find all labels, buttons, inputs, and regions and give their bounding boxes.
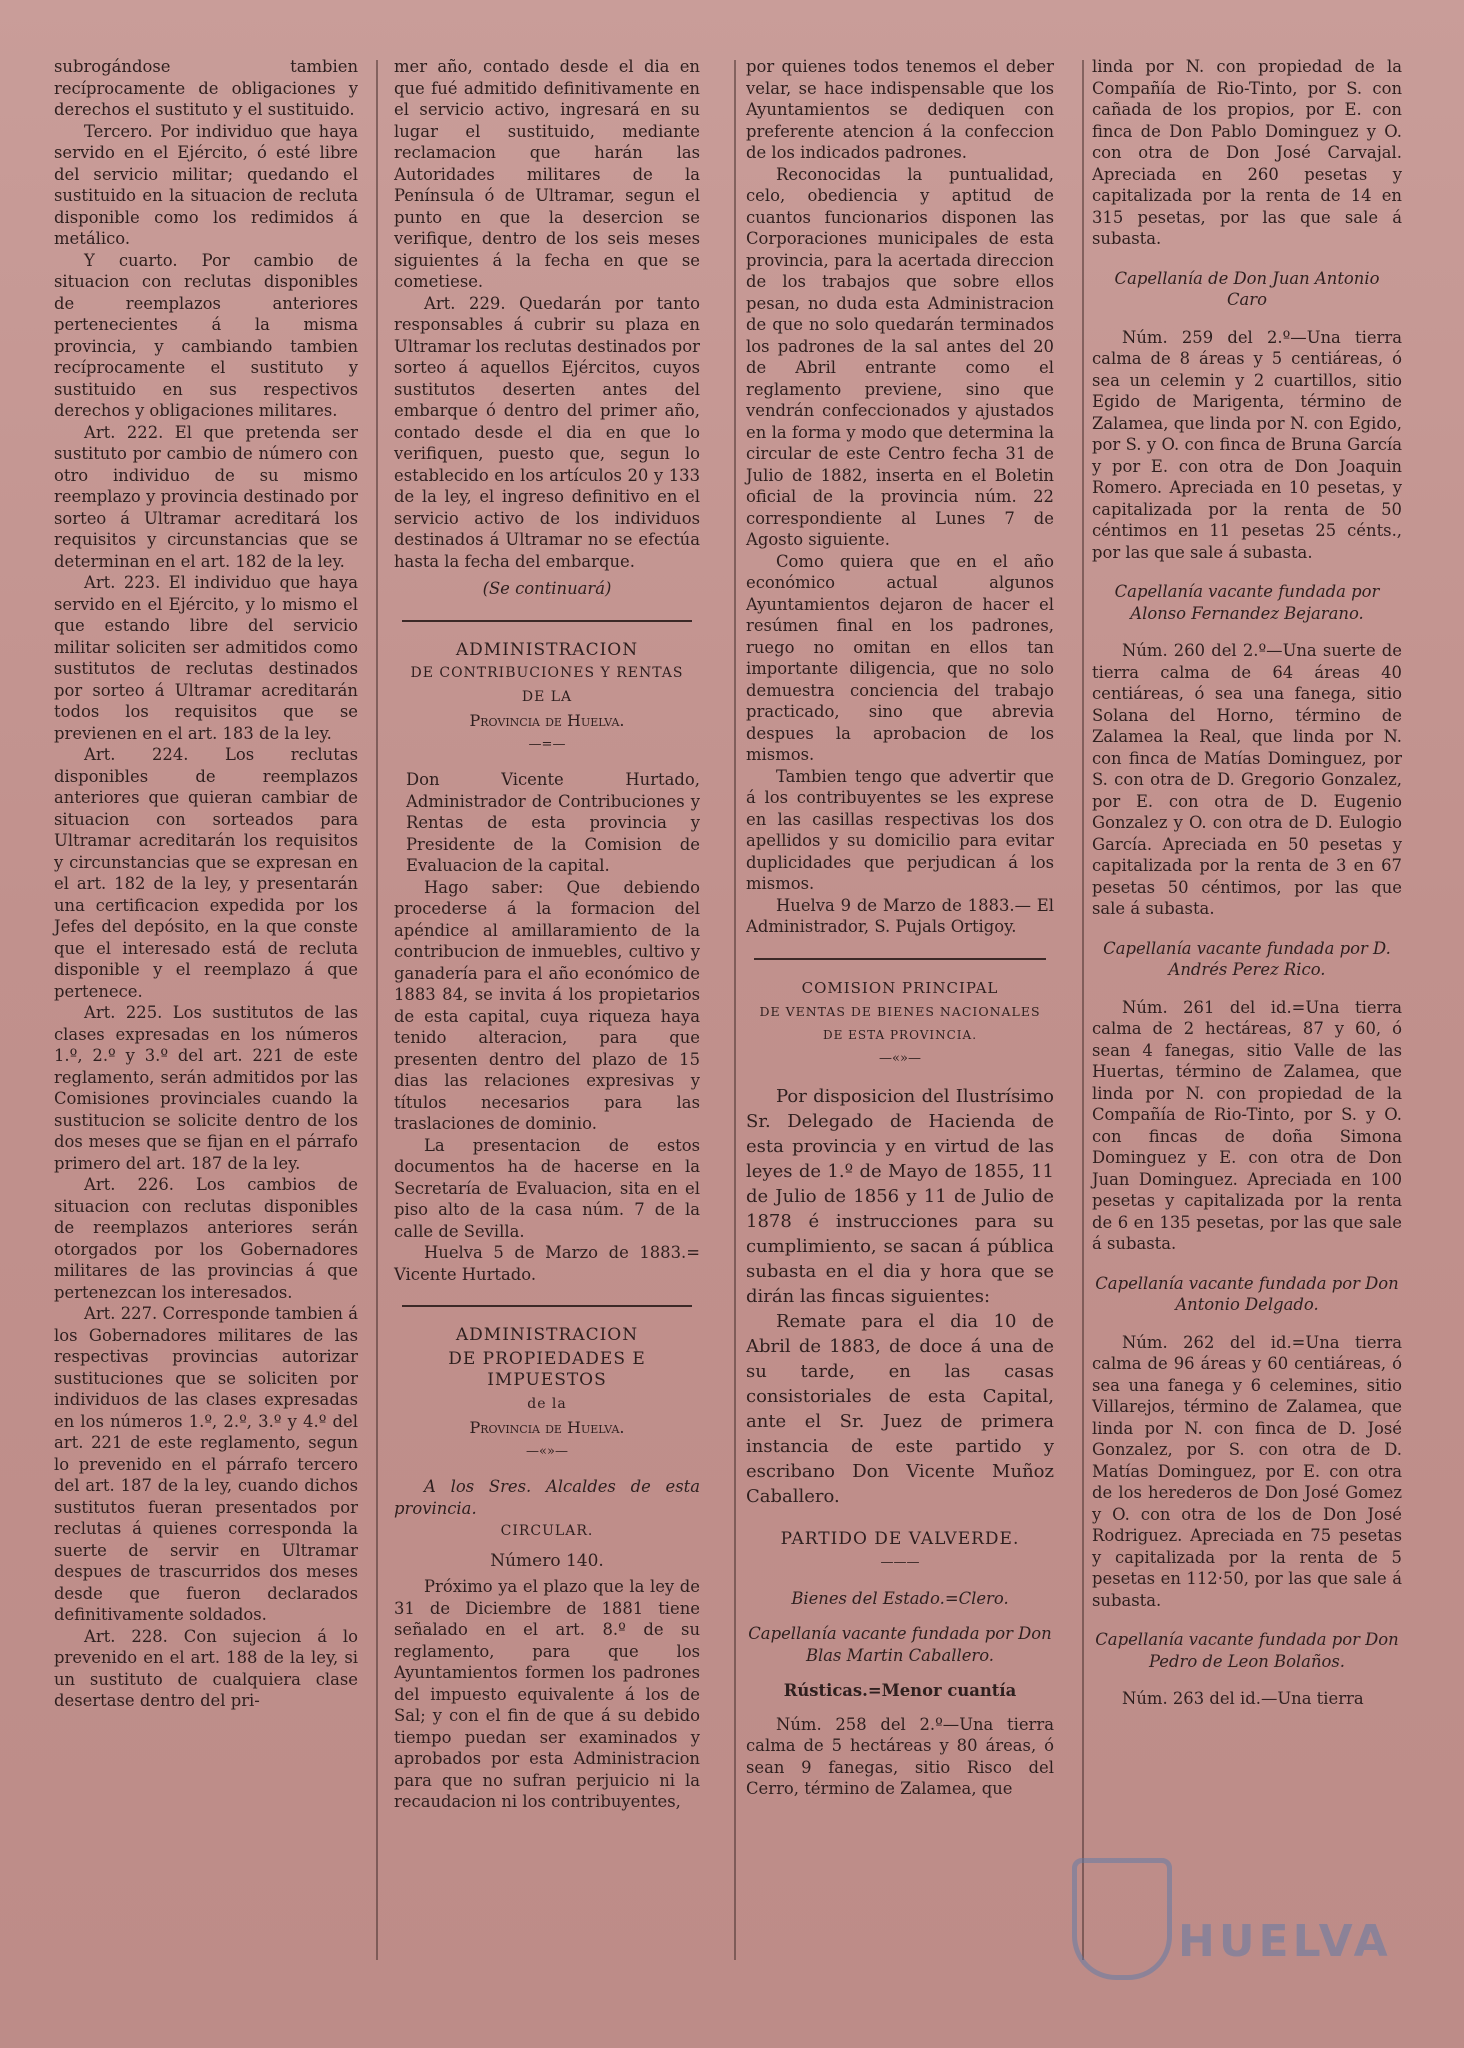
chaplaincy-heading: Capellanía vacante fundada por Don Antonio Delgado. <box>1095 1273 1399 1314</box>
archive-watermark <box>1066 1858 1426 1976</box>
section-heading: DE PROPIEDADES E IMPUESTOS <box>448 1348 646 1390</box>
paragraph: Tercero. Por individuo que haya servido en el Ejército, ó esté libre del servicio militar; quedando el sustituido en la situacion de recluta disponible como los redimidos á metálico. <box>54 121 358 248</box>
chaplaincy-heading: Capellanía de Don Juan Antonio Caro <box>1114 268 1380 309</box>
paragraph: Art. 226. Los cambios de situacion con reclutas disponibles de reemplazos anteriores serán otorgados por los Gobernadores militares de las provincias á que pertenezcan los interesados. <box>54 1175 358 1302</box>
section-subheading: DE CONTRIBUCIONES Y RENTAS <box>410 665 684 681</box>
ornament: —«»— <box>879 1051 921 1066</box>
property-entry: Núm. 258 del 2.º—Una tierra calma de 5 hectáreas y 80 áreas, ó sean 9 fanegas, sitio Risco del Cerro, término de Zalamea, que <box>746 1714 1054 1798</box>
column-1 <box>54 56 358 1712</box>
property-entry: Núm. 261 del id.=Una tierra calma de 2 hectáreas, 87 y 60, ó sean 4 fanegas, sitio Valle de las Huertas, término de Zalamea, que linda por N. con propiedad de la Compañía de Rio-Tinto, por S. y O. con fincas de doña Simona Dominguez y E. con otra de Don Juan Dominguez. Apreciada en 100 pesetas y capitalizada por la renta de 6 en 135 pesetas, por las que sale á subasta. <box>1092 997 1402 1253</box>
section-subheading: DE LA <box>521 688 573 705</box>
ornament: —«»— <box>526 1443 568 1459</box>
section-subheading: DE VENTAS DE BIENES NACIONALES <box>759 1004 1041 1019</box>
section-subheading: Provincia de Huelva. <box>469 1418 625 1437</box>
paragraph: Art. 228. Con sujecion á lo prevenido en el art. 188 de la ley, si un sustituto de cualquiera clase desertase dentro del pri- <box>54 1626 358 1710</box>
property-entry: Núm. 262 del id.=Una tierra calma de 96 áreas y 60 centiáreas, ó sea una fanega y 6 celemines, sitio Villarejos, término de Zalamea, que linda por N. con finca de D. José Gonzalez, por S. con otra de D. Matías Dominguez, por E. con otra de los herederos de Don José Gomez y O. con otra de los de Don José Rodriguez. Apreciada en 75 pesetas y capitalizada por la renta de 5 pesetas en 112·50, por las que sale á subasta. <box>1092 1332 1402 1610</box>
chaplaincy-heading: Capellanía vacante fundada por Don Pedro de Leon Bolaños. <box>1095 1630 1399 1671</box>
paragraph: Art. 222. El que pretenda ser sustituto por cambio de número con otro individuo de su mismo reemplazo y provincia destinado por sorteo á Ultramar acreditará los requisitos y circunstancias que se determinan en el art. 182 de la ley. <box>54 422 358 571</box>
chaplaincy-heading: Capellanía vacante fundada por Don Blas Martin Caballero. <box>748 1624 1052 1665</box>
category-heading: Rústicas.=Menor cuantía <box>783 1681 1017 1700</box>
ornament: —=— <box>528 736 566 752</box>
paragraph: Art. 227. Corresponde tambien á los Gobernadores militares de las respectivas provincias autorizar sustituciones que se soliciten por individuos de las clases expresadas en los números 1.º, 2.º, 3.º y 4.º del art. 221 de este reglamento, segun lo prevenido en el párrafo tercero del art. 187 de la ley, cuando dichos sustitutos fueran presentados por reclutas á quienes corresponda la suerte de servir en Ultramar despues de trascurridos dos meses desde que fueron declarados definitivamente soldados. <box>54 1304 358 1624</box>
category-heading: Bienes del Estado.=Clero. <box>791 1588 1009 1608</box>
column-4 <box>1092 56 1402 1710</box>
paragraph: mer año, contado desde el dia en que fué admitido definitivamente en el servicio activo, ingresará en su lugar el sustituido, mediante reclamacion que harán las Autoridades militares de la Península ó de Ultramar, segun el punto en que la desercion se verifique, dentro de los seis meses siguientes á la fecha en que se cometiese. <box>394 57 700 291</box>
section-heading: ADMINISTRACION <box>455 639 639 660</box>
property-entry: Núm. 260 del 2.º—Una suerte de tierra calma de 64 áreas 40 centiáreas, ó sea una fanega, sitio Solana del Horno, término de Zalamea la Real, que linda por N. con finca de Matías Dominguez, por S. con otra de D. Gregorio Gonzalez, por E. con otra de D. Eugenio Gonzalez y O. con otra de D. Eulogio García. Apreciada en 50 pesetas y capitalizada por la renta de 3 en 67 pesetas 50 céntimos, por las que sale á subasta. <box>1092 641 1402 918</box>
paragraph: Art. 229. Quedarán por tanto responsables á cubrir su plaza en Ultramar los reclutas destinados por sorteo á aquellos Ejércitos, cuyos sustitutos deserten antes del embarque ó dentro del primer año, contado desde el dia en que lo verifiquen, puesto que, segun lo establecido en los artículos 20 y 133 de la ley, el ingreso definitivo en el servicio activo de los individuos destinados á Ultramar no se efectúa hasta la fecha del embarque. <box>394 293 700 571</box>
column-rule <box>1082 60 1084 1960</box>
section-rule <box>402 1305 692 1307</box>
section-rule <box>402 620 692 622</box>
column-rule <box>734 60 736 1960</box>
chaplaincy-heading: Capellanía vacante fundada por D. Andrés Perez Rico. <box>1103 938 1391 979</box>
column-3 <box>746 56 1054 1800</box>
paragraph: Art. 224. Los reclutas disponibles de reemplazos anteriores que quieran cambiar de situacion con sorteados para Ultramar acreditarán los requisitos y circunstancias que se expresan en el art. 182 de la ley, y presentarán una certificacion expedida por los Jefes del depósito, en la que conste que el interesado está de recluta disponible y el reemplazo á que pertenece. <box>54 745 358 1001</box>
column-2 <box>394 56 700 1813</box>
property-entry: Núm. 259 del 2.º—Una tierra calma de 8 áreas y 5 centiáreas, ó sea un celemin y 2 cuartillos, sitio Egido de Marigenta, término de Zalamea, que linda por N. con Egido, por S. y O. con finca de Bruna García y por E. con otra de Don Joaquin Romero. Apreciada en 10 pesetas, y capitalizada por la renta de 50 céntimos en 11 pesetas 25 cénts., por las que sale á subasta. <box>1092 327 1402 562</box>
notice-intro: Don Vicente Hurtado, Administrador de Contribuciones y Rentas de esta provincia y Presidente de la Comision de Evaluacion de la capital. <box>406 770 700 875</box>
paragraph: Art. 223. El individuo que haya servido en el Ejército, y lo mismo el que estando libre del servicio militar soliciten ser admitidos como sustitutos de reclutas destinados por sorteo á Ultramar acreditarán todos los requisitos que se previenen en el art. 183 de la ley. <box>54 573 358 743</box>
paragraph: Tambien tengo que advertir que á los contribuyentes se les exprese en las casillas respectivas los dos apellidos y su domicilio para evitar duplicidades que perjudican á los mismos. <box>746 766 1054 893</box>
paragraph: Art. 225. Los sustitutos de las clases expresadas en los números 1.º, 2.º y 3.º del art. 221 de este reglamento, serán admitidos por las Comisiones provinciales cuando la sustitucion se solicite dentro de los dos meses que se fijan en el párrafo primero del art. 187 de la ley. <box>54 1003 358 1173</box>
continued-note: (Se continuará) <box>482 579 612 598</box>
section-heading: COMISION PRINCIPAL <box>801 978 999 997</box>
addressee: A los Sres. Alcaldes de esta provincia. <box>394 1477 700 1518</box>
circular-label: CIRCULAR. <box>500 1523 594 1539</box>
coat-of-arms-icon <box>1072 1858 1172 1980</box>
paragraph: subrogándose tambien recíprocamente de obligaciones y derechos el sustituto y el sustituido. <box>54 57 358 119</box>
paragraph: Como quiera que en el año económico actual algunos Ayuntamientos dejaron de hacer el resúmen final en los padrones, ruego no omitan en ellos tan importante diligencia, que no solo demuestra conciencia del trabajo practicado, sino que abrevia despues la aprobacion de los mismos. <box>746 551 1054 764</box>
section-heading: ADMINISTRACION <box>455 1325 639 1345</box>
section-subheading: DE ESTA PROVINCIA. <box>822 1027 978 1042</box>
paragraph: La presentacion de estos documentos ha de hacerse en la Secretaría de Evaluacion, sita en el piso alto de la casa núm. 7 de la calle de Sevilla. <box>394 1135 700 1241</box>
paragraph: Y cuarto. Por cambio de situacion con reclutas disponibles de reemplazos anteriores pertenecientes á la misma provincia, y cambiando tambien recíprocamente el sustituto y sustituido en sus respectivos derechos y obligaciones militares. <box>54 250 358 420</box>
section-rule <box>754 958 1046 960</box>
signature-line: Huelva 9 de Marzo de 1883.— El Administrador, S. Pujals Ortigoy. <box>746 895 1054 936</box>
paragraph: Por disposicion del Ilustrísimo Sr. Delegado de Hacienda de esta provincia y en virtud de las leyes de 1.º de Mayo de 1855, 11 de Julio de 1856 y 11 de Julio de 1878 é instrucciones para su cumplimiento, se sacan á pública subasta en el dia y hora que se dirán las fincas siguientes: <box>746 1085 1054 1307</box>
watermark-text: HUELVA <box>1178 1916 1392 1967</box>
paragraph: por quienes todos tenemos el deber velar, se hace indispensable que los Ayuntamientos se dediquen con preferente atencion á la confeccion de los indicados padrones. <box>746 57 1054 162</box>
column-rule <box>376 60 378 1960</box>
ornament: ——— <box>880 1555 920 1570</box>
paragraph: Reconocidas la puntualidad, celo, obediencia y aptitud de cuantos funcionarios disponen las Corporaciones municipales de esta provincia, para la acertada direccion de los trabajos que sobre ellos pesan, no duda esta Administracion de que no solo quedarán terminados los padrones de la sal antes del 20 de Abril entrante como el reglamento previene, sino que vendrán confeccionados y ajustados en la forma y modo que determina la circular de este Centro fecha 31 de Julio de 1882, inserta en el Boletin oficial de la provincia núm. 22 correspondiente al Lunes 7 de Agosto siguiente. <box>746 164 1054 549</box>
district-heading: PARTIDO DE VALVERDE. <box>780 1528 1020 1549</box>
signature-line: Huelva 5 de Marzo de 1883.= Vicente Hurtado. <box>394 1243 700 1284</box>
section-subheading: de la <box>527 1395 567 1412</box>
property-entry: Núm. 263 del id.—Una tierra <box>1122 1689 1364 1708</box>
property-entry: linda por N. con propiedad de la Compañía de Rio-Tinto, por S. con cañada de los propios, por E. con finca de Don Pablo Dominguez y O. con otra de Don José Carvajal. Apreciada en 260 pesetas y capitalizada por la renta de 14 en 315 pesetas, por las que sale á subasta. <box>1092 57 1402 248</box>
chaplaincy-heading: Capellanía vacante fundada por Alonso Fernandez Bejarano. <box>1114 582 1380 623</box>
paragraph: Hago saber: Que debiendo procederse á la formacion del apéndice al amillaramiento de la contribucion de inmuebles, cultivo y ganadería para el año económico de 1883 84, se invita á los propietarios de esta capital, cuya riqueza haya tenido alteracion, para que presenten dentro del plazo de 15 dias las relaciones expresivas y títulos necesarios para las traslaciones de dominio. <box>394 877 700 1133</box>
circular-number: Número 140. <box>490 1550 604 1571</box>
paragraph: Próximo ya el plazo que la ley de 31 de Diciembre de 1881 tiene señalado en el art. 8.º de su reglamento, para que los Ayuntamientos formen los padrones del impuesto equivalente á los de Sal; y con el fin de que á su debido tiempo puedan ser examinados y aprobados por esta Administracion para que no sufran perjuicio ni la recaudacion ni los contribuyentes, <box>394 1577 700 1811</box>
paragraph: Remate para el dia 10 de Abril de 1883, de doce á una de su tarde, en las casas consistoriales de esta Capital, ante el Sr. Juez de primera instancia de este partido y escribano Don Vicente Muñoz Caballero. <box>746 1310 1054 1507</box>
section-subheading: Provincia de Huelva. <box>469 711 625 730</box>
